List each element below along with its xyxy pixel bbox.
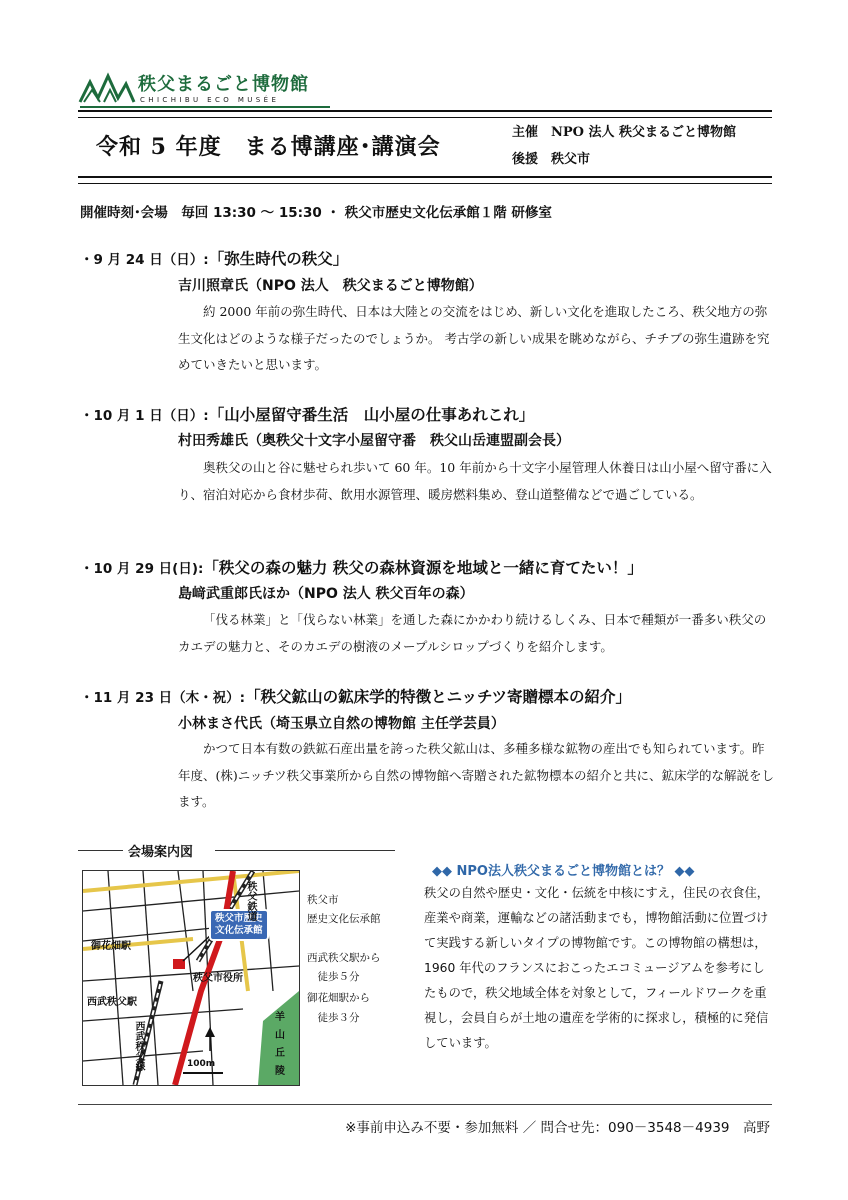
lecture-title: 「秩父鉱山の鉱床学的特徴とニッチツ寄贈標本の紹介」 xyxy=(245,688,632,706)
logo-subtitle: CHICHIBU ECO MUSÉE xyxy=(140,96,280,104)
map-railway-label: 秩父鉄道 xyxy=(245,881,256,921)
map-heading: 会場案内図 xyxy=(128,845,194,860)
lecture-speaker: 小林まさ代氏（埼玉県立自然の博物館 主任学芸員） xyxy=(178,716,505,732)
map-heading-rule-right xyxy=(215,850,395,851)
logo-underline xyxy=(80,106,330,108)
venue-info-line: 歴史文化伝承館 xyxy=(307,913,381,925)
about-body: 秩父の自然や歴史・文化・伝統を中核にすえ，住民の衣食住，産業や商業，運輸などの諸活動までも，博物館活動に位置づけて実践する新しいタイプの博物館です。この博物館の構想は，1960 年代のフランスにおこったエコミュージアムを参考にしたもので，秩父地域全体を対象として，フィールドワークを重視し，会員自らが土地の遺産を学術的に探求し，積極的に発信しています。 xyxy=(424,886,770,1050)
sponsor-text: 主催 NPO 法人 秩父まるごと博物館 xyxy=(512,125,737,140)
map-venue-label: 秩父市歴史 文化伝承館 xyxy=(209,909,269,941)
map-ohanabatake-label: 御花畑駅 xyxy=(91,941,131,952)
lecture-description: 約 2000 年前の弥生時代、日本は大陸との交流をはじめ、新しい文化を進取したころ、秩父地方の弥生文化はどのような様子だったのでしょうか。 考古学の新しい成果を眺めながら、チチブの弥生遺跡を究めていきたいと思います。 xyxy=(178,304,770,373)
venue-map xyxy=(82,870,300,1086)
logo-title: 秩父まるごと博物館 xyxy=(138,74,309,95)
lecture-heading xyxy=(80,403,534,425)
lecture-title: 「弥生時代の秩父」 xyxy=(208,250,349,268)
header-bottom-rule xyxy=(78,176,772,184)
lecture-date: ・10 月 29 日(日): xyxy=(80,561,204,577)
venue-info-line: 秩父市 xyxy=(307,894,339,906)
page-title: 令和 5 年度 まる博講座･講演会 xyxy=(96,134,441,160)
about-heading: ◆◆ NPO法人秩父まるごと博物館とは？ ◆◆ xyxy=(432,864,695,879)
map-seibu-station-label: 西武秩父駅 xyxy=(87,997,137,1008)
lecture-date: ・11 月 23 日（木・祝）: xyxy=(80,690,246,706)
footer-rule xyxy=(78,1104,772,1105)
map-cityhall-label: 秩父市役所 xyxy=(193,973,243,984)
lecture-date: ・10 月 1 日（日）: xyxy=(80,408,209,424)
lecture-speaker: 吉川照章氏（NPO 法人 秩父まるごと博物館） xyxy=(178,278,483,294)
lecture-description: 「伐る林業」と「伐らない林業」を通した森にかかわり続けるしくみ、日本で種類が一番多い秩父のカエデの魅力と、そのカエデの樹液のメープルシロップづくりを紹介します。 xyxy=(178,612,767,654)
venue-info-line: 西武秩父駅から xyxy=(307,952,381,964)
lecture-date: ・9 月 24 日（日）: xyxy=(80,252,209,268)
map-heading-rule-left xyxy=(78,850,123,851)
venue-info-line: 徒歩５分 xyxy=(307,971,360,983)
support-text: 後援 秩父市 xyxy=(512,152,591,167)
lecture-speaker: 島﨑武重郎氏ほか（NPO 法人 秩父百年の森） xyxy=(178,586,474,602)
mountain-logo-icon xyxy=(78,68,136,108)
venue-info-line: 徒歩３分 xyxy=(307,1012,360,1024)
venue-info-line: 御花畑駅から xyxy=(307,992,370,1004)
map-scale-label: 100m xyxy=(187,1059,216,1069)
lecture-title: 「秩父の森の魅力 秩父の森林資源を地域と一緒に育てたい！」 xyxy=(203,559,643,577)
lecture-heading xyxy=(80,685,631,707)
header-top-rule xyxy=(78,110,772,118)
map-seibu-line-label: 西武秩父線 xyxy=(133,1021,144,1071)
map-hill-label: 羊 山 丘 陵 xyxy=(275,1012,285,1077)
footer-contact: ※事前申込み不要・参加無料 ／ 問合せ先：090－3548－4939 高野 xyxy=(345,1120,770,1136)
schedule-line: 開催時刻･会場 毎回 13:30 ～ 15:30 ・ 秩父市歴史文化伝承館１階 研修室 xyxy=(80,205,552,221)
lecture-description: 奥秩父の山と谷に魅せられ歩いて 60 年。10 年前から十文字小屋管理人休養日は山小屋へ留守番に入り、宿泊対応から食材歩荷、飲用水源管理、暖房燃料集め、登山道整備などで過ごしている。 xyxy=(178,460,772,502)
lecture-title: 「山小屋留守番生活 山小屋の仕事あれこれ」 xyxy=(208,406,535,424)
lecture-heading xyxy=(80,247,348,269)
lecture-speaker: 村田秀雄氏（奥秩父十文字小屋留守番 秩父山岳連盟副会長） xyxy=(178,433,570,449)
lecture-heading xyxy=(80,556,643,578)
lecture-description: かつて日本有数の鉄鉱石産出量を誇った秩父鉱山は、多種多様な鉱物の産出でも知られています。昨年度、(株)ニッチツ秩父事業所から自然の博物館へ寄贈された鉱物標本の紹介と共に、鉱床学的な解説をします。 xyxy=(178,741,775,810)
